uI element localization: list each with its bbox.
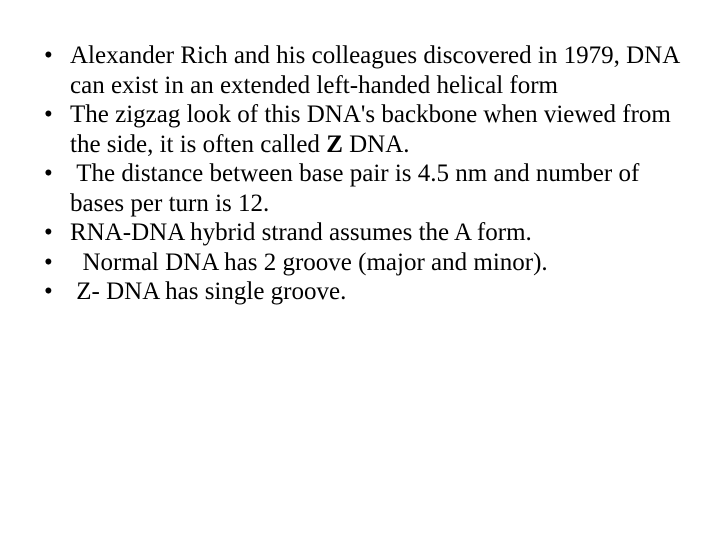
bullet-list xyxy=(44,41,684,307)
bullet-item-3 xyxy=(44,159,684,218)
bullet-text-after: DNA. xyxy=(342,130,410,158)
bullet-marker: • xyxy=(44,248,53,276)
bullet-marker: • xyxy=(44,101,53,128)
bullet-text: Normal DNA has 2 groove (major and minor). xyxy=(70,248,548,276)
bullet-item-1 xyxy=(44,41,684,100)
bullet-item-4 xyxy=(44,218,684,248)
bullet-text: The distance between base pair is 4.5 nm and number of bases per turn is 12. xyxy=(70,160,646,217)
bullet-item-2 xyxy=(44,100,684,159)
bullet-marker: • xyxy=(44,160,53,187)
bullet-text: Alexander Rich and his colleagues discovered in 1979, DNA can exist in an extended left-handed helical form xyxy=(70,42,679,99)
bullet-text: Z- DNA has single groove. xyxy=(70,278,347,305)
bullet-marker: • xyxy=(44,278,53,305)
bullet-bold-text: Z xyxy=(326,130,343,158)
bullet-marker: • xyxy=(44,42,53,69)
bullet-item-6 xyxy=(44,277,684,307)
bullet-marker: • xyxy=(44,219,53,246)
bullet-text: The zigzag look of this DNA's backbone when viewed from the side, it is often called xyxy=(70,101,671,158)
bullet-item-5 xyxy=(44,248,684,278)
bullet-text: RNA-DNA hybrid strand assumes the A form. xyxy=(70,219,532,246)
